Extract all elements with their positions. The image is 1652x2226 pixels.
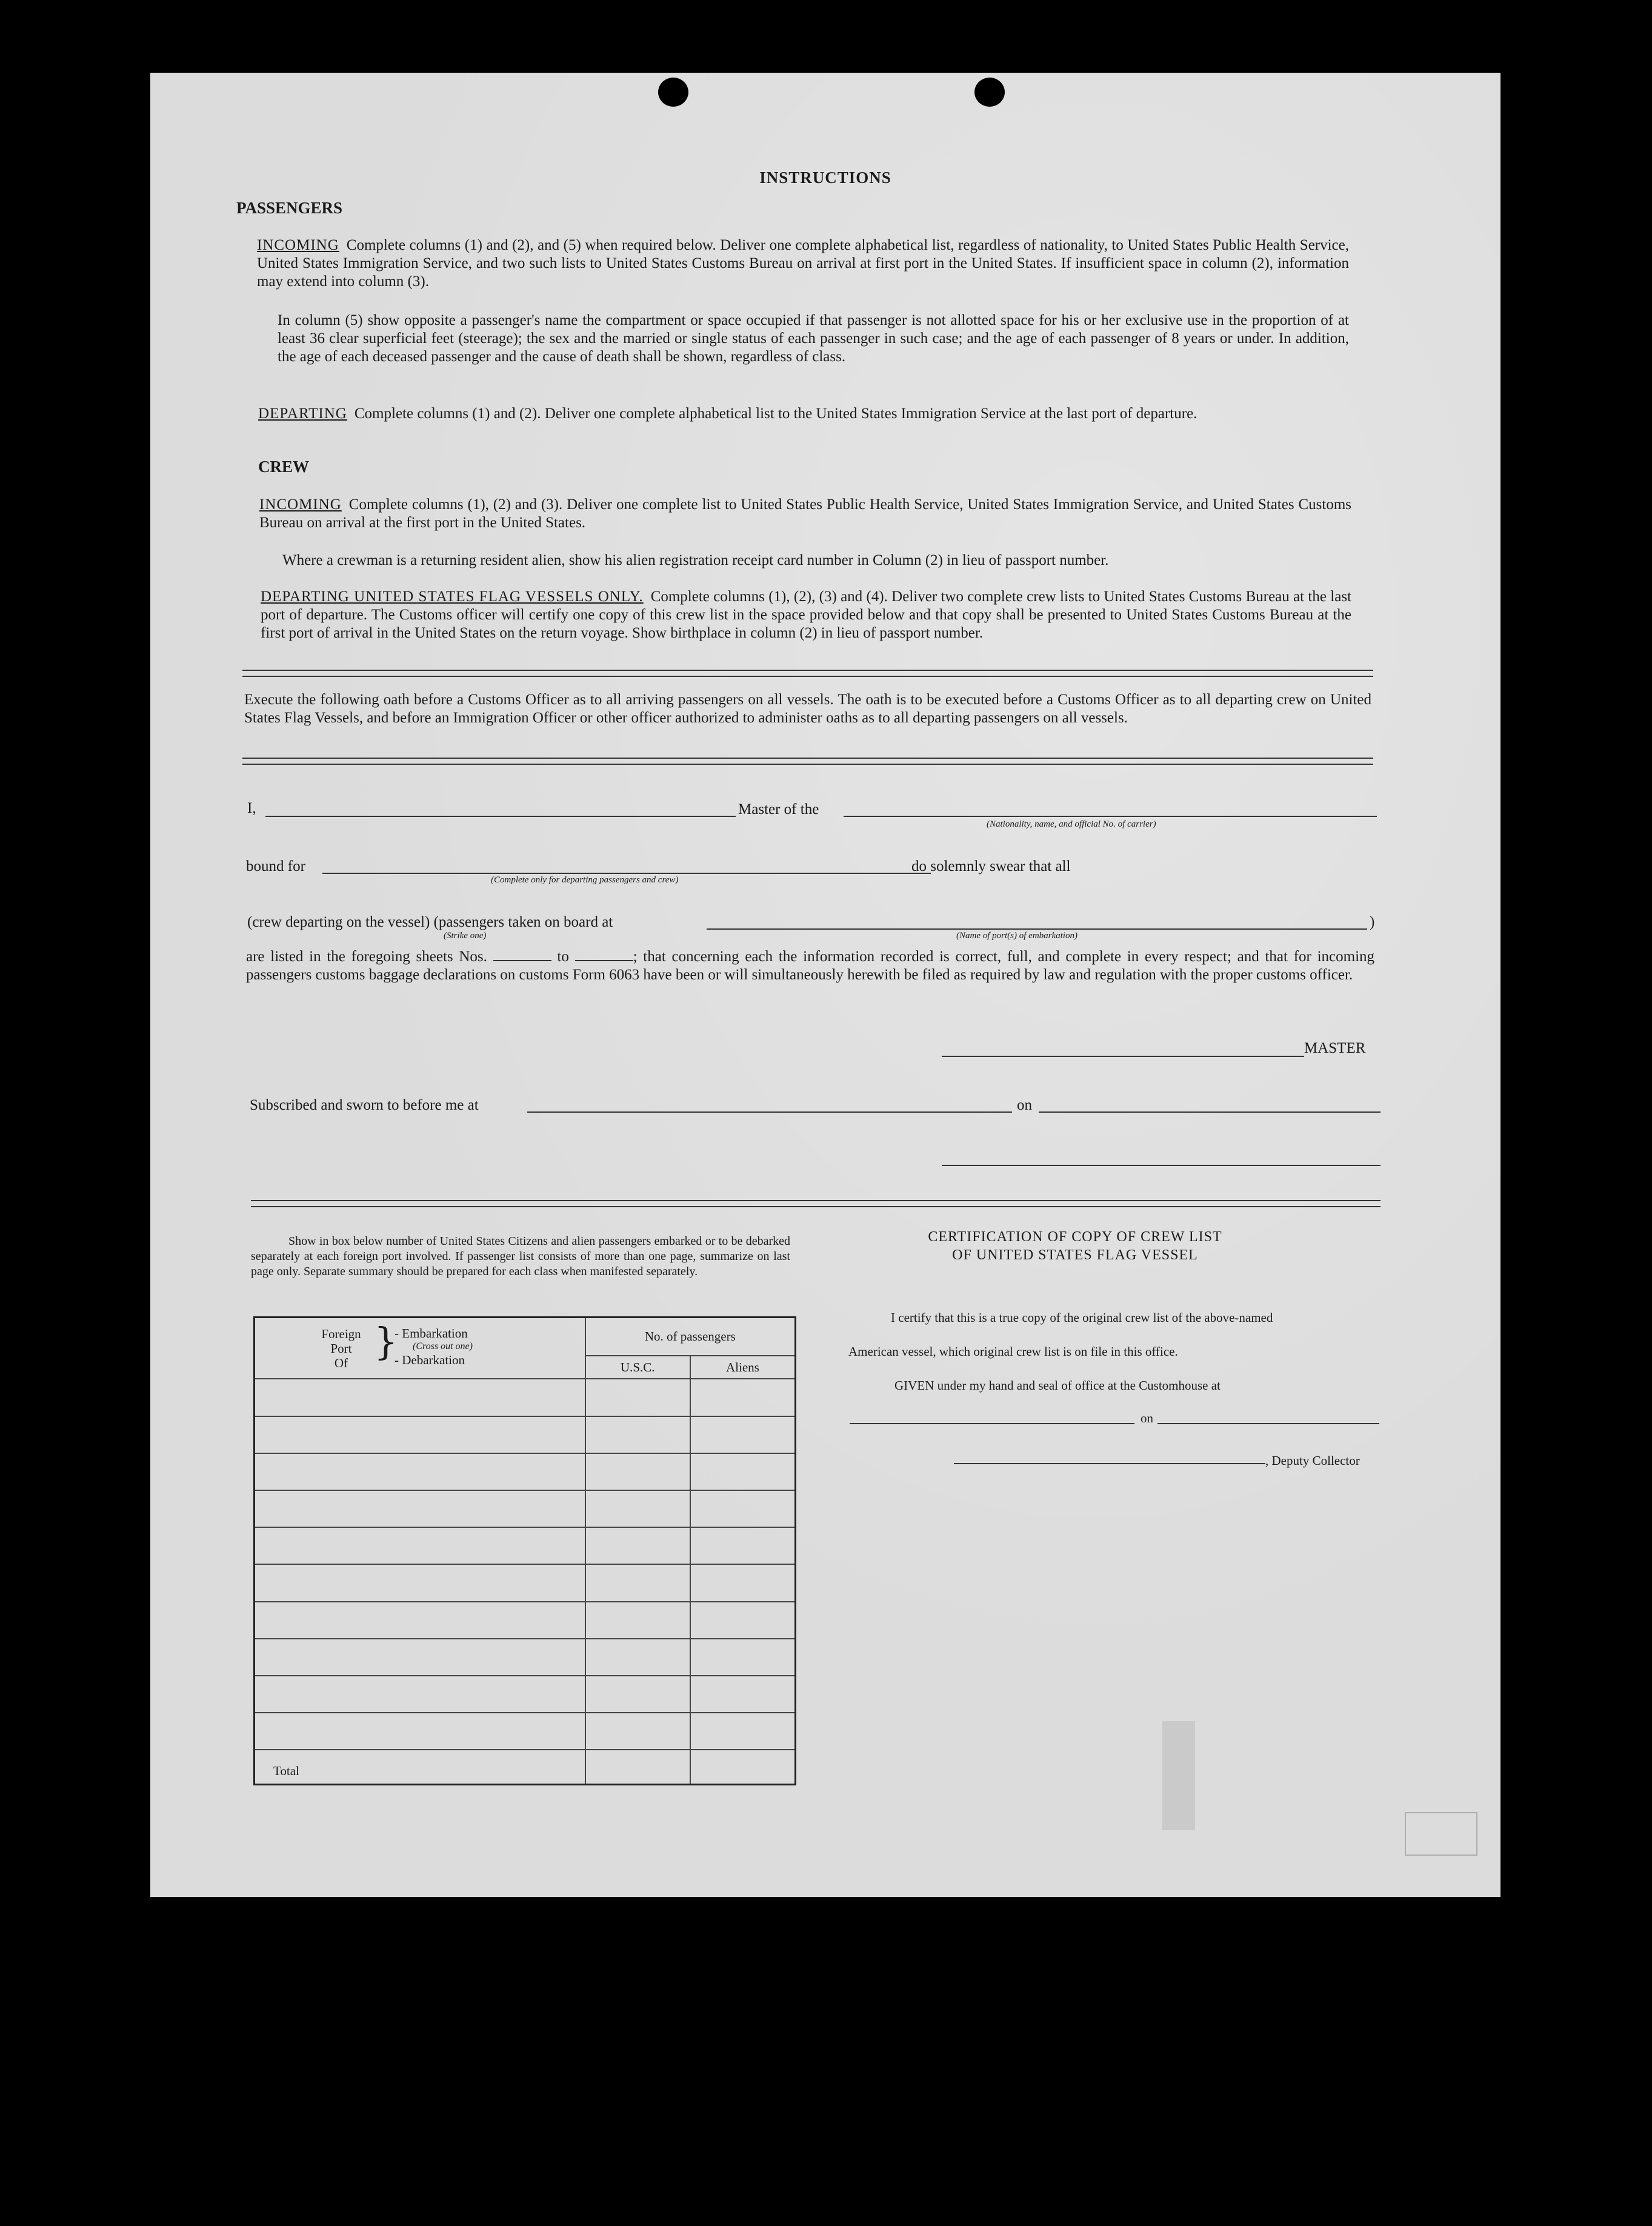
aliens-cell[interactable] [690, 1564, 796, 1601]
aliens-cell[interactable] [690, 1453, 796, 1490]
no-of-passengers-header: No. of passengers [585, 1318, 796, 1356]
port-header-line2: Port [330, 1341, 352, 1356]
brace-icon: } [374, 1319, 398, 1364]
total-label: Total [273, 1764, 299, 1778]
passengers-incoming-label: INCOMING [257, 237, 339, 253]
divider-oath [242, 758, 1373, 765]
subscribed-on-label: on [1017, 1097, 1032, 1113]
usc-cell[interactable] [585, 1490, 690, 1527]
table-row [255, 1453, 796, 1490]
passengers-departing-text: Complete columns (1) and (2). Deliver one complete alphabetical list to the United States Immigration Service at the last port of departure. [354, 405, 1197, 422]
crew-incoming-text: Complete columns (1), (2) and (3). Deliver one complete list to United States Public Health Service, United States Immigration Service, and United States Customs Bureau on arrival at the first port in the United States. [259, 496, 1351, 531]
subscribed-label: Subscribed and sworn to before me at [250, 1097, 479, 1113]
oath-i-label: I, [247, 800, 256, 816]
certification-heading [845, 1228, 1305, 1264]
strike-one-caption: (Strike one) [444, 931, 487, 941]
carrier-caption: (Nationality, name, and official No. of carrier) [987, 819, 1156, 829]
divider-instructions [242, 670, 1373, 677]
passengers-heading: PASSENGERS [236, 199, 343, 217]
sheet-from-field[interactable] [493, 948, 551, 961]
carrier-line[interactable] [844, 816, 1377, 817]
port-cell[interactable] [255, 1527, 585, 1564]
listed-paragraph [246, 948, 1374, 984]
embarkation-ports-caption: (Name of port(s) of embarkation) [956, 931, 1077, 941]
summary-paragraph: Show in box below number of United States Citizens and alien passengers embarked or to be debarked separately at each foreign port involved. If passenger list consists of more than one page, summarize on last page only. Separate summary should be prepared for each class when manifested separately. [251, 1235, 790, 1278]
crew-resident-paragraph: Where a crewman is a returning resident alien, show his alien registration receipt card number in Column (2) in lieu of passport number. [282, 552, 1109, 568]
port-header-line3: Of [334, 1356, 348, 1370]
port-cell[interactable] [255, 1676, 585, 1713]
master-signature-line[interactable] [942, 1056, 1304, 1057]
certification-on-label: on [1141, 1411, 1153, 1425]
close-paren: ) [1370, 914, 1375, 930]
port-cell[interactable] [255, 1490, 585, 1527]
crew-incoming-label: INCOMING [259, 496, 342, 513]
passengers-incoming-paragraph [257, 236, 1349, 291]
usc-cell[interactable] [585, 1379, 690, 1416]
table-row [255, 1564, 796, 1601]
aliens-cell[interactable] [690, 1713, 796, 1750]
crew-departing-paragraph [261, 588, 1351, 642]
aliens-cell[interactable] [690, 1416, 796, 1453]
subscribed-place-line[interactable] [527, 1111, 1012, 1113]
master-label: MASTER [1304, 1040, 1366, 1056]
usc-total-cell[interactable] [585, 1750, 690, 1784]
aliens-cell[interactable] [690, 1639, 796, 1676]
certification-date-line[interactable] [1157, 1423, 1379, 1424]
bound-for-line[interactable] [322, 873, 931, 874]
aliens-cell[interactable] [690, 1379, 796, 1416]
page-title: INSTRUCTIONS [759, 168, 891, 187]
punch-hole-left [658, 78, 688, 107]
table-row [255, 1602, 796, 1639]
master-of-the-label: Master of the [738, 801, 819, 818]
aliens-cell[interactable] [690, 1490, 796, 1527]
oath-intro-paragraph: Execute the following oath before a Customs Officer as to all arriving passengers on all vessels. The oath is to be executed before a Customs Officer as to all departing crew on United States Flag Vessels, and before an Immigration Officer or other officer authorized to administer oaths as to all departing passengers on all vessels. [244, 691, 1371, 726]
passengers-departing-paragraph [258, 405, 1349, 423]
table-row [255, 1379, 796, 1416]
crew-departing-label: DEPARTING UNITED STATES FLAG VESSELS ONLY. [261, 588, 644, 605]
port-cell[interactable] [255, 1564, 585, 1601]
usc-cell[interactable] [585, 1713, 690, 1750]
listed-prefix: are listed in the foregoing sheets Nos. [246, 948, 487, 965]
document-page [150, 73, 1500, 1897]
bleed-through-mark: ▬ [1098, 1721, 1219, 1830]
crew-incoming-paragraph [259, 496, 1351, 532]
total-row [255, 1750, 796, 1784]
port-cell[interactable] [255, 1379, 585, 1416]
embarkation-label: - Embarkation [395, 1326, 468, 1341]
total-label-cell [255, 1750, 585, 1784]
solemnly-swear-label: do solemnly swear that all [911, 858, 1071, 875]
officer-signature-line[interactable] [942, 1165, 1381, 1166]
aliens-total-cell[interactable] [690, 1750, 796, 1784]
table-row [255, 1639, 796, 1676]
listed-to-label: to [557, 948, 569, 965]
usc-cell[interactable] [585, 1527, 690, 1564]
usc-header: U.S.C. [585, 1356, 690, 1379]
crew-departing-label-oath: (crew departing on the vessel) (passengers taken on board at [247, 914, 613, 930]
table-row [255, 1490, 796, 1527]
passengers-column5-paragraph: In column (5) show opposite a passenger's name the compartment or space occupied if that passenger is not allotted space for his or her exclusive use in the proportion of at least 36 clear superficial feet (steerage); the sex and the married or single status of each passenger in such case; and the age of each passenger of 8 years or under. In addition, the age of each deceased passenger and the cause of death shall be shown, regardless of class. [278, 312, 1349, 365]
master-name-line[interactable] [265, 816, 736, 817]
passengers-departing-label: DEPARTING [258, 405, 347, 422]
deputy-collector-label: , Deputy Collector [1265, 1453, 1360, 1468]
faint-stamp-box [1405, 1812, 1477, 1856]
usc-cell[interactable] [585, 1564, 690, 1601]
punch-hole-right [974, 78, 1005, 107]
usc-cell[interactable] [585, 1676, 690, 1713]
usc-cell[interactable] [585, 1416, 690, 1453]
sheet-to-field[interactable] [575, 948, 633, 961]
port-header-line1: Foreign [321, 1327, 361, 1341]
certify-line2: American vessel, which original crew list is on file in this office. [848, 1344, 1178, 1359]
certify-line1: I certify that this is a true copy of the original crew list of the above-named [891, 1310, 1273, 1325]
crew-departing-text: Complete columns (1), (2), (3) and (4). Deliver two complete crew lists to United States Customs Bureau at the last port of departure. The Customs officer will certify one copy of this crew list in the space provided below and that copy shall be presented to United States Customs Bureau at the first port of arrival in the United States on the return voyage. Show birthplace in column (2) in lieu of passport number. [261, 588, 1351, 641]
crew-heading: CREW [258, 458, 310, 476]
aliens-cell[interactable] [690, 1527, 796, 1564]
debarkation-label: - Debarkation [395, 1353, 465, 1367]
port-cell[interactable] [255, 1639, 585, 1676]
listed-rest: ; that concerning each the information recorded is correct, full, and complete in every respect; and that for incoming passengers customs baggage declarations on customs Form 6063 have been or will simultaneously herewith be filed as required by law and regulation with the proper customs officer. [246, 948, 1375, 983]
embarkation-ports-line[interactable] [707, 928, 1367, 930]
divider-summary [251, 1200, 1381, 1207]
customhouse-line[interactable] [850, 1423, 1134, 1424]
deputy-collector-line[interactable] [954, 1463, 1265, 1464]
port-header-cell [255, 1318, 585, 1379]
aliens-cell[interactable] [690, 1602, 796, 1639]
certification-heading-line2: OF UNITED STATES FLAG VESSEL [952, 1247, 1198, 1263]
aliens-header: Aliens [690, 1356, 796, 1379]
certification-heading-line1: CERTIFICATION OF COPY OF CREW LIST [928, 1229, 1222, 1245]
ports-table [253, 1316, 796, 1785]
port-cell[interactable] [255, 1416, 585, 1453]
bound-for-label: bound for [246, 858, 305, 875]
table-row [255, 1416, 796, 1453]
table-row [255, 1676, 796, 1713]
subscribed-date-line[interactable] [1039, 1111, 1381, 1113]
usc-cell[interactable] [585, 1602, 690, 1639]
usc-cell[interactable] [585, 1453, 690, 1490]
passengers-incoming-text: Complete columns (1) and (2), and (5) when required below. Deliver one complete alphabetical list, regardless of nationality, to United States Public Health Service, United States Immigration Service, and two such lists to United States Customs Bureau on arrival at first port in the United States. If insufficient space in column (2), information may extend into column (3). [257, 237, 1349, 290]
given-label: GIVEN under my hand and seal of office at the Customhouse at [894, 1378, 1221, 1393]
table-row [255, 1713, 796, 1750]
cross-out-caption: (Cross out one) [413, 1341, 473, 1351]
table-row [255, 1527, 796, 1564]
bound-for-caption: (Complete only for departing passengers and crew) [491, 875, 679, 885]
port-cell[interactable] [255, 1713, 585, 1750]
port-cell[interactable] [255, 1453, 585, 1490]
aliens-cell[interactable] [690, 1676, 796, 1713]
usc-cell[interactable] [585, 1639, 690, 1676]
port-cell[interactable] [255, 1602, 585, 1639]
